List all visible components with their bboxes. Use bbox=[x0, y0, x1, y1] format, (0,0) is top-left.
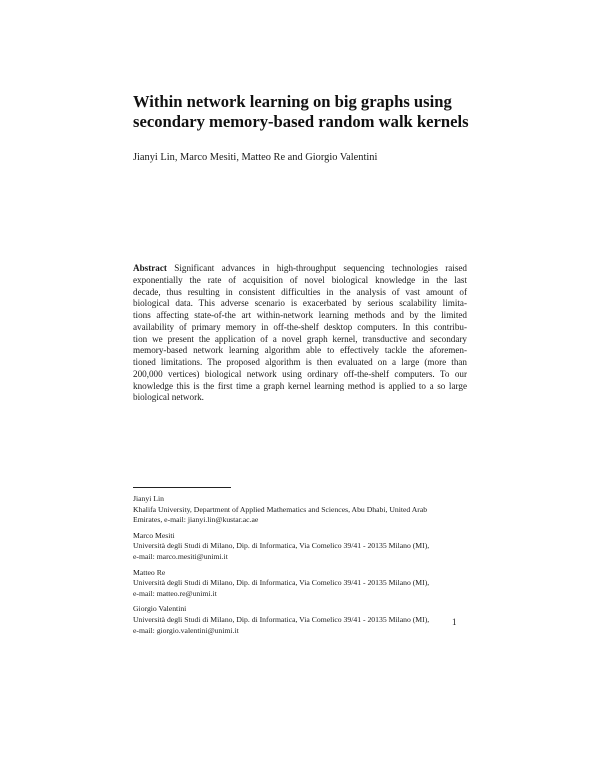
affiliation-entry bbox=[133, 604, 467, 636]
abstract-line: exponentially the rate of acquisition of novel biological knowledge in the last bbox=[133, 274, 467, 285]
affiliation-address: Khalifa University, Department of Applied Mathematics and Sciences, Abu Dhabi, United Arab bbox=[133, 504, 428, 514]
affiliation-entry bbox=[133, 494, 467, 526]
title-line-2: secondary memory-based random walk kernels bbox=[133, 112, 469, 131]
affiliation-email: Emirates, e-mail: jianyi.lin@kustar.ac.ae bbox=[133, 515, 259, 525]
affiliation-entry bbox=[133, 568, 467, 600]
abstract-line: availability of primary memory in off-the-shelf desktop computers. In this contribu- bbox=[133, 321, 467, 332]
abstract-line: biological network. bbox=[133, 392, 204, 403]
affiliation-author-name: Matteo Re bbox=[133, 567, 166, 577]
abstract-line: knowledge this is the first time a graph kernel learning method is applied to a so large bbox=[133, 380, 467, 391]
affiliation-email: e-mail: marco.mesiti@unimi.it bbox=[133, 551, 228, 561]
author-affiliations bbox=[133, 494, 467, 641]
title-line-1: Within network learning on big graphs using bbox=[133, 92, 452, 111]
affiliation-author-name: Marco Mesiti bbox=[133, 530, 175, 540]
abstract-line: decade, thus resulting in consistent difficulties in the analysis of vast amount of bbox=[133, 286, 467, 297]
abstract-line: 200,000 vertices) biological network using ordinary off-the-shelf computers. To our bbox=[133, 368, 467, 379]
affiliation-email: e-mail: matteo.re@unimi.it bbox=[133, 588, 217, 598]
affiliation-address: Università degli Studi di Milano, Dip. di Informatica, Via Comelico 39/41 - 20135 Milano (MI), bbox=[133, 578, 430, 588]
abstract-line: biological data. This adverse scenario is exacerbated by serious scalability limita- bbox=[133, 298, 467, 309]
abstract-line: Abstract Significant advances in high-throughput sequencing technologies raised bbox=[133, 263, 467, 273]
affiliation-email: e-mail: giorgio.valentini@unimi.it bbox=[133, 625, 239, 635]
affiliation-author-name: Jianyi Lin bbox=[133, 494, 164, 503]
page-number: 1 bbox=[452, 617, 457, 627]
paper-title bbox=[133, 92, 473, 132]
footnote-divider bbox=[133, 487, 231, 488]
affiliation-entry bbox=[133, 531, 467, 563]
abstract-line: memory-based network learning algorithm able to effectively tackle the aforemen- bbox=[133, 345, 467, 356]
abstract-label: Abstract bbox=[133, 263, 167, 273]
abstract-line: tioned limitations. The proposed algorithm is then evaluated on a large (more than bbox=[133, 357, 467, 367]
affiliation-address: Università degli Studi di Milano, Dip. di Informatica, Via Comelico 39/41 - 20135 Milano (MI), bbox=[133, 614, 430, 624]
affiliation-address: Università degli Studi di Milano, Dip. di Informatica, Via Comelico 39/41 - 20135 Milano (MI), bbox=[133, 541, 430, 551]
author-list: Jianyi Lin, Marco Mesiti, Matteo Re and Giorgio Valentini bbox=[133, 152, 378, 163]
abstract-line: tion we present the application of a novel graph kernel, transductive and secondary bbox=[133, 333, 467, 344]
abstract-section bbox=[133, 263, 467, 404]
abstract-line: tions affecting state-of-the art within-network learning methods and by the limited bbox=[133, 310, 467, 320]
affiliation-author-name: Giorgio Valentini bbox=[133, 604, 187, 614]
